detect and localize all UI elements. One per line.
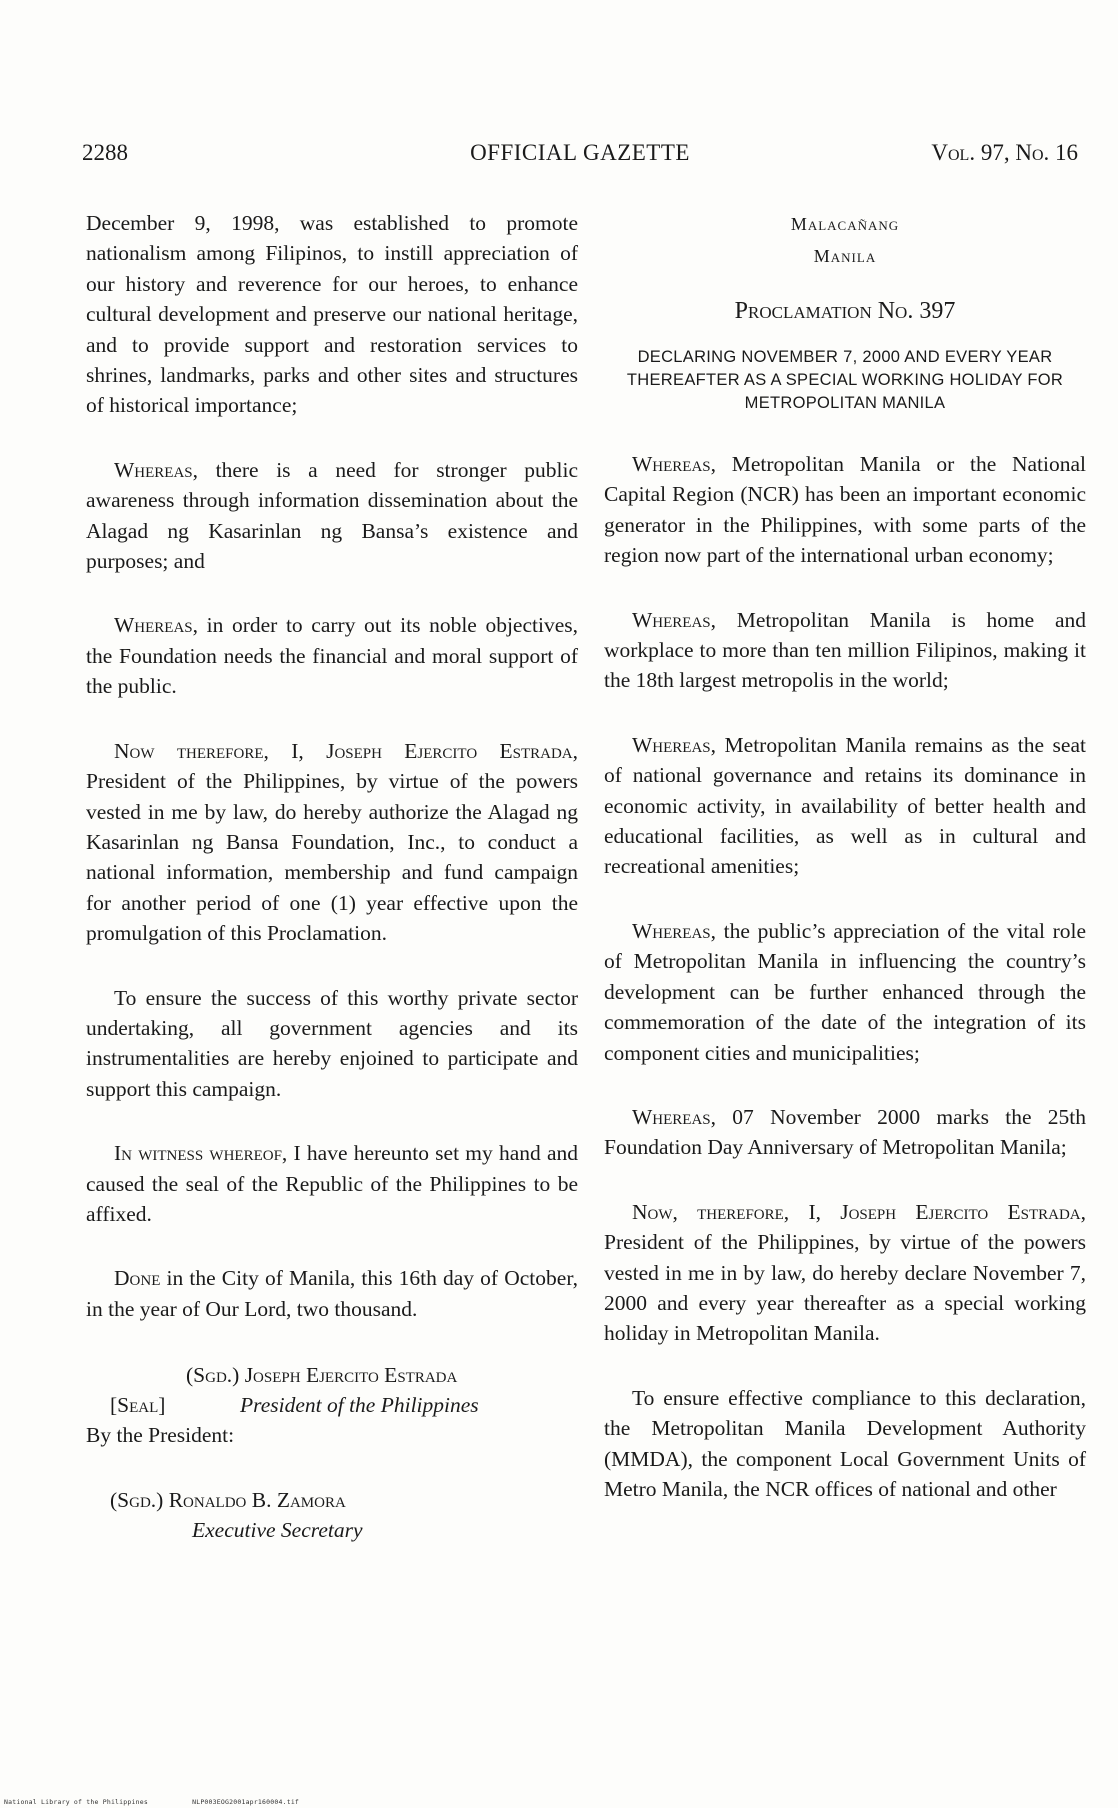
paragraph-body: 07 November 2000 marks the 25th Foundation Day Anniversary of Metropolitan Manila; — [604, 1104, 1086, 1160]
issuer-city: Manila — [813, 246, 877, 266]
whereas-paragraph — [604, 605, 1086, 696]
scan-footer — [4, 1798, 339, 1806]
paragraph-lead: Done — [114, 1266, 161, 1291]
page-header — [82, 140, 1078, 176]
paragraph-body: in order to carry out its noble objectives, the Foundation needs the financial and moral support of the public. — [86, 613, 578, 699]
paragraph: To ensure effective compliance to this declaration, the Metropolitan Manila Development Authority (MMDA), the component Local Government Units of Metro Manila, the NCR offices of national and other — [604, 1385, 1086, 1501]
paragraph-lead: Whereas, — [114, 613, 199, 638]
paragraph-lead: Whereas, — [632, 1104, 717, 1129]
paragraph-lead: Whereas, — [632, 918, 717, 943]
whereas-paragraph — [604, 449, 1086, 571]
proclamation-title: Proclamation No. 397 — [734, 298, 956, 324]
signature-block-president — [86, 1360, 578, 1420]
publication-title: OFFICIAL GAZETTE — [470, 140, 690, 165]
issuer-office: Malacañang — [790, 214, 900, 234]
paragraph-body: Metropolitan Manila or the National Capital Region (NCR) has been an important economic generator in the Philippines, with some parts of the region now part of the international urban economy; — [604, 452, 1086, 568]
paragraph-body: I have hereunto set my hand and caused the seal of the Republic of the Philippines to be affixed. — [86, 1141, 579, 1226]
page-number: 2288 — [82, 140, 128, 165]
library-credit: National Library of the Philippines — [4, 1798, 148, 1806]
volume-issue: Vol. 97, No. 16 — [931, 140, 1078, 165]
paragraph-lead: In witness whereof, — [114, 1141, 288, 1166]
now-therefore-paragraph — [86, 736, 578, 949]
paragraph-body: in the City of Manila, this 16th day of October, in the year of Our Lord, two thousand. — [86, 1266, 578, 1321]
byline: By the President: — [86, 1423, 235, 1448]
scan-filename: NLP003EOG2001apr160004.tif — [192, 1798, 300, 1806]
paragraph-body: President of the Philippines, by virtue of the powers vested in me in by law, do hereby declare November 7, 2000 and every year thereafter as a special working holiday in Metropolitan Manila. — [604, 1230, 1086, 1346]
paragraph-body: President of the Philippines, by virtue of the powers vested in me by law, do hereby authorize the Alagad ng Kasarinlan ng Bansa Foundation, Inc., to conduct a national information, membership and fund campaign for another period of one (1) year effective upon the promulgation of this Proclamation. — [86, 769, 578, 946]
signature-block-secretary — [86, 1485, 578, 1549]
paragraph: To ensure the success of this worthy private sector undertaking, all government agencies and its instrumentalities are hereby enjoined to participate and support this campaign. — [86, 985, 578, 1101]
paragraph-lead: Now therefore, I, Joseph Ejercito Estrada, — [114, 738, 578, 763]
right-column — [604, 208, 1086, 1504]
paragraph-body: Metropolitan Manila is home and workplace to more than ten million Filipinos, making it the 18th largest metropolis in the world; — [604, 607, 1086, 693]
whereas-paragraph — [604, 916, 1086, 1068]
paragraph-lead: Whereas, — [632, 607, 717, 632]
paragraph-continued: December 9, 1998, was established to promote nationalism among Filipinos, to instill appreciation of our history and reverence for our heroes, to enhance cultural development and preserve our national heritage, and to provide support and restoration services to shrines, landmarks, parks and other sites and structures of historical importance; — [86, 211, 578, 418]
signatory-name: (Sgd.) Joseph Ejercito Estrada — [186, 1363, 458, 1388]
paragraph-body: the public’s appreciation of the vital role of Metropolitan Manila in influencing the country’s development can be further enhanced through the commemoration of the date of the integration of its component cities and municipalities; — [604, 918, 1086, 1065]
done-paragraph — [86, 1263, 578, 1324]
proclamation-subtitle: DECLARING NOVEMBER 7, 2000 AND EVERY YEAR THEREAFTER AS A SPECIAL WORKING HOLIDAY FOR METROPOLITAN MANILA — [626, 348, 1064, 412]
signatory-name: (Sgd.) Ronaldo B. Zamora — [110, 1487, 346, 1512]
whereas-paragraph — [86, 610, 578, 701]
paragraph-lead: Whereas, — [632, 452, 717, 476]
signatory-title: Executive Secretary — [192, 1517, 363, 1542]
now-therefore-paragraph — [604, 1197, 1086, 1349]
paragraph-body: Metropolitan Manila remains as the seat of national governance and retains its dominance in economic activity, in availability of better health and educational facilities, as well as in cultural and recreational amenities; — [604, 732, 1086, 879]
left-column — [86, 208, 578, 1549]
witness-paragraph — [86, 1138, 578, 1229]
paragraph-lead: Whereas, — [114, 457, 199, 482]
seal-mark: [Seal] — [110, 1393, 166, 1418]
paragraph-lead: Now, therefore, I, Joseph Ejercito Estrada, — [632, 1199, 1086, 1224]
paragraph-lead: Whereas, — [632, 732, 717, 757]
signatory-title: President of the Philippines — [240, 1393, 479, 1418]
whereas-paragraph — [604, 730, 1086, 882]
whereas-paragraph — [604, 1102, 1086, 1163]
paragraph-body: there is a need for stronger public awareness through information dissemination about the Alagad ng Kasarinlan ng Bansa’s existence and purposes; and — [86, 457, 578, 574]
whereas-paragraph — [86, 455, 578, 577]
